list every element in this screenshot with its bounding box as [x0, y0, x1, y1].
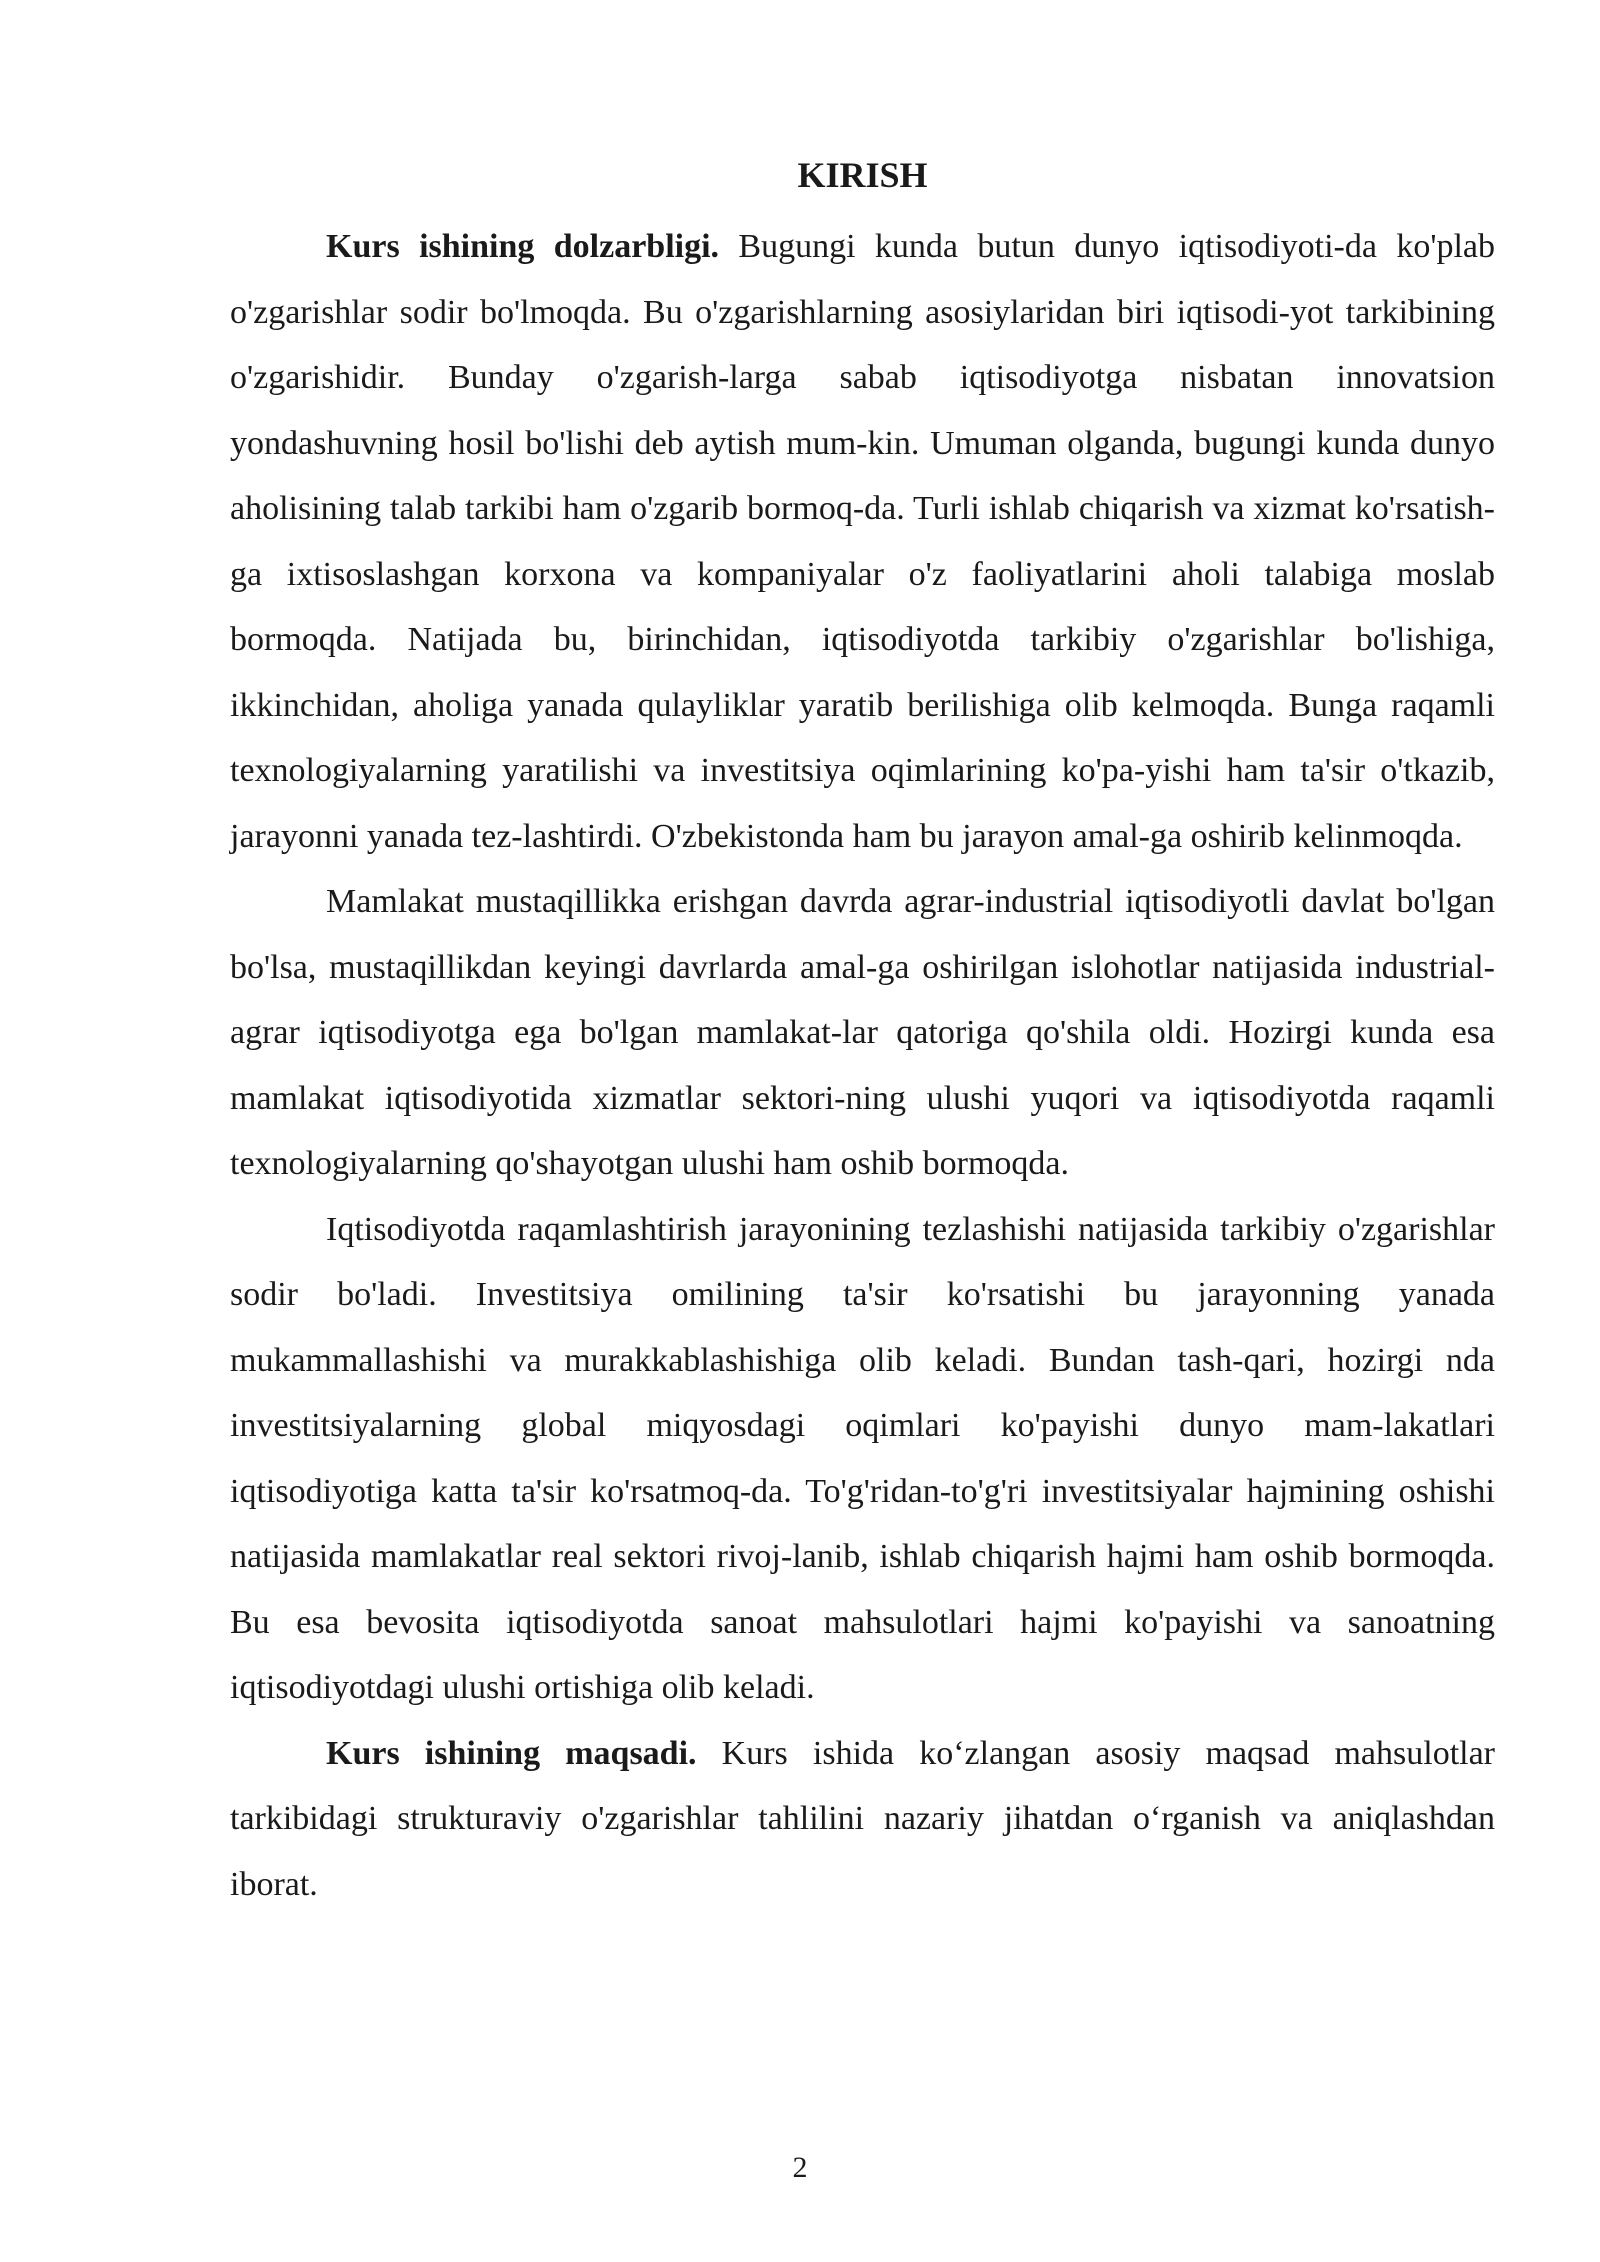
paragraph-lead: Kurs ishining dolzarbligi. [326, 228, 720, 265]
paragraph-text: Iqtisodiyotda raqamlashtirish jarayonining tezlashishi natijasida tarkibiy o'zgarishlar sodir bo'ladi. Investitsiya omilining ta'sir ko'rsatishi bu jarayonning yanada mukammallashishi va murakkablashishiga olib keladi. Bundan tash-qari, hozirgi nda investitsiyalarning global miqyosdagi oqimlari ko'payishi dunyo mam-lakatlari iqtisodiyotiga katta ta'sir ko'rsatmoq-da. To'g'ridan-to'g'ri investitsiyalar hajmining oshishi natijasida mamlakatlar real sektori rivoj-lanib, ishlab chiqarish hajmi ham oshib bormoqda. Bu esa bevosita iqtisodiyotda sanoat mahsulotlari hajmi ko'payishi va sanoatning iqtisodiyotdagi ulushi ortishiga olib keladi. [230, 1210, 1495, 1706]
paragraph-digitalization [230, 1197, 1495, 1721]
paragraph-text: Kurs ishida ko‘zlangan asosiy maqsad mahsulotlar tarkibidagi strukturaviy o'zgarishlar tahlilini nazariy jihatdan o‘rganish va aniqlashdan iborat. [230, 1734, 1496, 1903]
paragraph-goal [230, 1721, 1495, 1918]
paragraph-text: Bugungi kunda butun dunyo iqtisodiyoti-da ko'plab o'zgarishlar sodir bo'lmoqda. Bu o'zgarishlarning asosiylaridan biri iqtisodi-yot tarkibining o'zgarishidir. Bunday o'zgarish-larga sabab iqtisodiyotga nisbatan innovatsion yondashuvning hosil bo'lishi deb aytish mum-kin. Umuman olganda, bugungi kunda dunyo aholisining talab tarkibi ham o'zgarib bormoq-da. Turli ishlab chiqarish va xizmat ko'rsatish-ga ixtisoslashgan korxona va kompaniyalar o'z faoliyatlarini aholi talabiga moslab bormoqda. Natijada bu, birinchidan, iqtisodiyotda tarkibiy o'zgarishlar bo'lishiga, ikkinchidan, aholiga yanada qulayliklar yaratib berilishiga olib kelmoqda. Bunga raqamli texnologiyalarning yaratilishi va investitsiya oqimlarining ko'pa-yishi ham ta'sir o'tkazib, jarayonni yanada tez-lashtirdi. O'zbekistonda ham bu jarayon amal-ga oshirib kelinmoqda. [230, 228, 1495, 855]
paragraph-text: Mamlakat mustaqillikka erishgan davrda agrar-industrial iqtisodiyotli davlat bo'lgan bo'lsa, mustaqillikdan keyingi davrlarda amal-ga oshirilgan islohotlar natijasida industrial-agrar iqtisodiyotga ega bo'lgan mamlakat-lar qatoriga qo'shila oldi. Hozirgi kunda esa mamlakat iqtisodiyotida xizmatlar sektori-ning ulushi yuqori va iqtisodiyotda raqamli texnologiyalarning qo'shayotgan ulushi ham oshib bormoqda. [230, 883, 1495, 1182]
paragraph-independence [230, 869, 1495, 1197]
paragraph-lead: Kurs ishining maqsadi. [326, 1734, 697, 1772]
document-page [230, 148, 1495, 1917]
page-number: 2 [792, 2151, 808, 2184]
paragraph-relevance [230, 214, 1495, 869]
section-heading: KIRISH [797, 155, 928, 195]
